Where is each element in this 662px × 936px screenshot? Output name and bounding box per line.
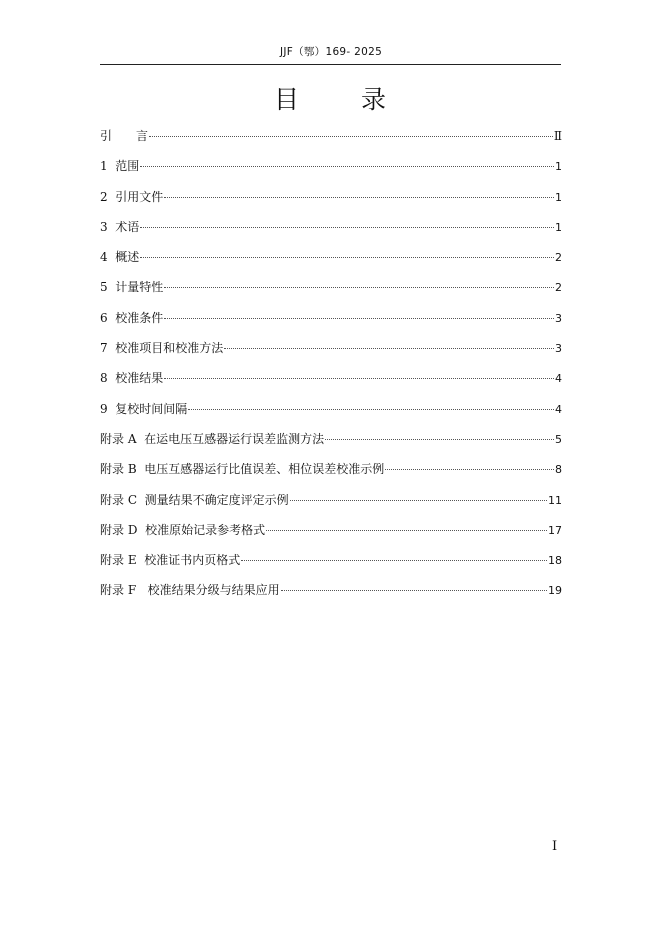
toc-entry[interactable] (100, 399, 562, 429)
toc-entry[interactable] (100, 247, 562, 277)
toc-entry[interactable] (100, 338, 562, 368)
toc-entry[interactable] (100, 459, 562, 489)
toc-entry-label: 3 术语 (100, 219, 140, 234)
toc-entry-label: 附录 D 校准原始记录参考格式 (100, 522, 266, 537)
toc-entry-page: 5 (555, 432, 562, 446)
title-char-right: 录 (361, 85, 389, 114)
toc-entry-label: 附录 F 校准结果分级与结果应用 (100, 583, 280, 598)
toc-entry-label: 附录 A 在运电压互感器运行误差监测方法 (100, 431, 325, 446)
toc-entry[interactable] (100, 520, 562, 550)
header-rule (100, 64, 561, 65)
toc-dot-leader (241, 560, 547, 561)
toc-entry-page: 2 (555, 281, 562, 295)
toc-entry-page: 1 (555, 160, 562, 174)
toc-entry-label: 2 引用文件 (100, 189, 164, 204)
title-char-left: 目 (273, 85, 301, 114)
toc-entry-label: 引 言 (100, 129, 149, 143)
toc-entry-label: 附录 C 测量结果不确定度评定示例 (100, 492, 289, 507)
toc-entry[interactable] (100, 550, 562, 580)
toc-entry-page: 2 (555, 251, 562, 265)
toc-entry-label: 9 复校时间间隔 (100, 401, 188, 416)
toc-entry-page: 1 (555, 220, 562, 234)
toc-dot-leader (140, 227, 554, 228)
toc-dot-leader (266, 530, 547, 531)
toc-entry-label: 8 校准结果 (100, 371, 164, 386)
toc-dot-leader (281, 590, 547, 591)
toc-entry-page: 18 (548, 554, 562, 568)
toc-entry-label: 附录 B 电压互感器运行比值误差、相位误差校准示例 (100, 462, 385, 477)
toc-entry-label: 7 校准项目和校准方法 (100, 341, 224, 356)
toc-entry-page: 3 (555, 311, 562, 325)
toc-entry[interactable] (100, 308, 562, 338)
toc-entry[interactable] (100, 126, 562, 156)
toc-entry[interactable] (100, 368, 562, 398)
toc-entry-page: Ⅱ (553, 129, 562, 143)
toc-entry-page: 4 (555, 372, 562, 386)
document-code-header: JJF（鄂）169- 2025 (279, 46, 383, 58)
toc-entry[interactable] (100, 580, 562, 610)
toc-entry-page: 4 (555, 402, 562, 416)
toc-entry[interactable] (100, 217, 562, 247)
toc-entry-page: 17 (548, 523, 562, 537)
table-of-contents (100, 126, 562, 611)
toc-entry-label: 5 计量特性 (100, 280, 164, 295)
toc-entry-label: 附录 E 校准证书内页格式 (100, 553, 241, 568)
toc-dot-leader (385, 469, 554, 470)
toc-dot-leader (140, 166, 554, 167)
toc-dot-leader (188, 409, 554, 410)
page-title (0, 80, 662, 116)
toc-entry[interactable] (100, 490, 562, 520)
toc-entry[interactable] (100, 156, 562, 186)
toc-entry-label: 4 概述 (100, 250, 140, 265)
toc-entry-label: 1 范围 (100, 159, 140, 174)
toc-entry-page: 3 (555, 342, 562, 356)
toc-entry-page: 1 (555, 190, 562, 204)
toc-entry-page: 8 (555, 463, 562, 477)
toc-dot-leader (149, 136, 553, 137)
toc-dot-leader (164, 287, 554, 288)
toc-entry[interactable] (100, 187, 562, 217)
toc-dot-leader (164, 378, 554, 379)
toc-dot-leader (224, 348, 554, 349)
toc-entry[interactable] (100, 429, 562, 459)
toc-entry-page: 11 (548, 493, 562, 507)
toc-dot-leader (290, 500, 547, 501)
toc-entry-page: 19 (548, 584, 562, 598)
toc-entry[interactable] (100, 277, 562, 307)
toc-dot-leader (164, 197, 554, 198)
toc-entry-label: 6 校准条件 (100, 310, 164, 325)
toc-dot-leader (140, 257, 554, 258)
toc-dot-leader (164, 318, 554, 319)
page-number: I (552, 839, 558, 854)
toc-dot-leader (325, 439, 554, 440)
